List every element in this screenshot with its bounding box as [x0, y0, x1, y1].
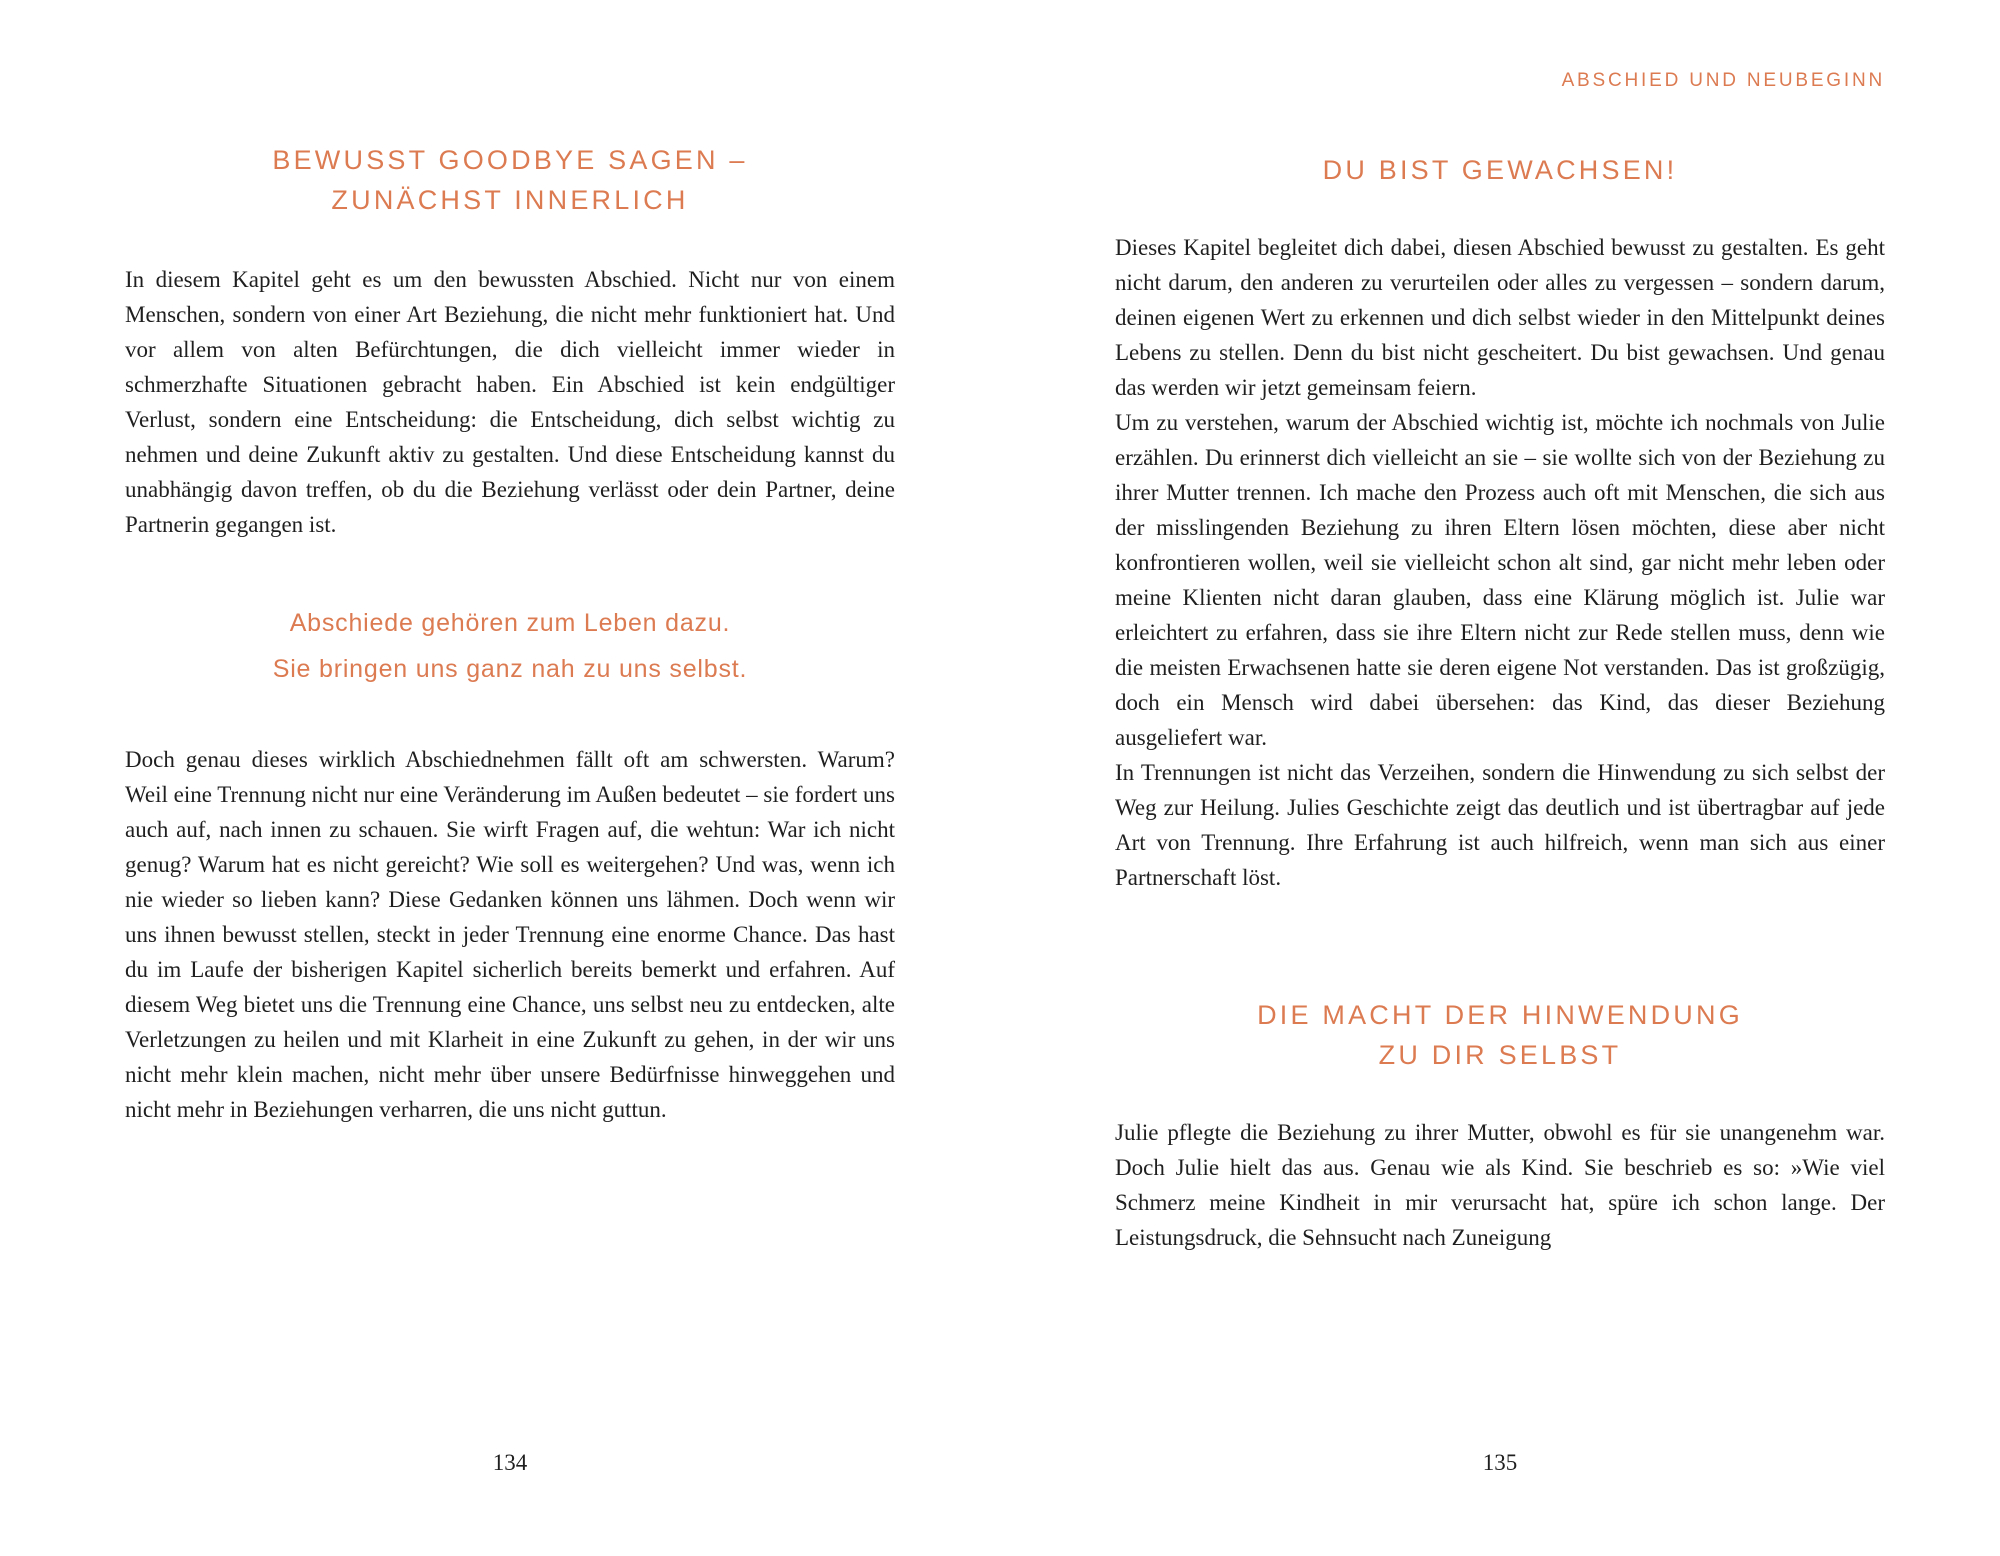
right-subheading: [1115, 995, 1885, 1075]
left-paragraph-1: In diesem Kapitel geht es um den bewussten Abschied. Nicht nur von einem Menschen, sondern von einer Art Beziehung, die nicht mehr funktioniert hat. Und vor allem von alten Befürchtungen, die dich vielleicht immer wieder in schmerzhafte Situationen gebracht haben. Ein Abschied ist kein endgültiger Verlust, sondern eine Entscheidung: die Entscheidung, dich selbst wichtig zu nehmen und deine Zukunft aktiv zu gestalten. Und diese Entscheidung kannst du unabhängig davon treffen, ob du die Beziehung verlässt oder dein Partner, deine Partnerin gegangen ist.: [125, 267, 895, 537]
running-header: ABSCHIED UND NEUBEGINN: [1561, 70, 1885, 91]
right-subheading-line2: ZU DIR SELBST: [1378, 1040, 1622, 1070]
left-page-number: 134: [492, 1450, 528, 1475]
left-chapter-heading-line1: BEWUSST GOODBYE SAGEN –: [272, 145, 748, 175]
left-chapter-heading: [125, 140, 895, 220]
left-paragraph-2: Doch genau dieses wirklich Abschiednehmen fällt oft am schwersten. Warum? Weil eine Trennung nicht nur eine Veränderung im Außen bedeutet – sie fordert uns auch auf, nach innen zu schauen. Sie wirft Fragen auf, die wehtun: War ich nicht genug? Warum hat es nicht gereicht? Wie soll es weitergehen? Und was, wenn ich nie wieder so lieben kann? Diese Gedanken können uns lähmen. Doch wenn wir uns ihnen bewusst stellen, steckt in jeder Trennung eine enorme Chance. Das hast du im Laufe der bisherigen Kapitel sicherlich bereits bemerkt und erfahren. Auf diesem Weg bietet uns die Trennung eine Chance, uns selbst neu zu entdecken, alte Verletzungen zu heilen und mit Klarheit in eine Zukunft zu gehen, in der wir uns nicht mehr klein machen, nicht mehr über unsere Bedürfnisse hinweggehen und nicht mehr in Beziehungen verharren, die uns nicht guttun.: [125, 747, 895, 1122]
right-page-content: [1115, 0, 1885, 1255]
right-paragraph-4: Julie pflegte die Beziehung zu ihrer Mutter, obwohl es für sie unangenehm war. Doch Julie hielt das aus. Genau wie als Kind. Sie beschrieb es so: »Wie viel Schmerz meine Kindheit in mir verursacht hat, spüre ich schon lange. Der Leistungsdruck, die Sehnsucht nach Zuneigung: [1115, 1120, 1885, 1250]
pull-quote: [125, 600, 895, 692]
right-subheading-line1: DIE MACHT DER HINWENDUNG: [1257, 1000, 1743, 1030]
pull-quote-line1: Abschiede gehören zum Leben dazu.: [289, 609, 731, 637]
right-paragraph-1: Dieses Kapitel begleitet dich dabei, diesen Abschied bewusst zu gestalten. Es geht nicht darum, den anderen zu verurteilen oder alles zu vergessen – sondern darum, deinen eigenen Wert zu erkennen und dich selbst wieder in den Mittelpunkt deines Lebens zu stellen. Denn du bist nicht gescheitert. Du bist gewachsen. Und genau das werden wir jetzt gemeinsam feiern.: [1115, 235, 1885, 400]
left-chapter-heading-line2: ZUNÄCHST INNERLICH: [331, 185, 689, 215]
right-paragraph-2: Um zu verstehen, warum der Abschied wichtig ist, möchte ich nochmals von Julie erzählen. Du erinnerst dich vielleicht an sie – sie wollte sich von der Beziehung zu ihrer Mutter trennen. Ich mache den Prozess auch oft mit Menschen, die sich aus der misslingenden Beziehung zu ihren Eltern lösen möchten, diese aber nicht konfrontieren wollen, weil sie vielleicht schon alt sind, gar nicht mehr leben oder meine Klienten nicht daran glauben, dass eine Klärung möglich ist. Julie war erleichtert zu erfahren, dass sie ihre Eltern nicht zur Rede stellen muss, denn wie die meisten Erwachsenen hatte sie deren eigene Not verstanden. Das ist großzügig, doch ein Mensch wird dabei übersehen: das Kind, das dieser Beziehung ausgeliefert war.: [1115, 410, 1885, 750]
right-paragraph-3: In Trennungen ist nicht das Verzeihen, sondern die Hinwendung zu sich selbst der Weg zur Heilung. Julies Geschichte zeigt das deutlich und ist übertragbar auf jede Art von Trennung. Ihre Erfahrung ist auch hilfreich, wenn man sich aus einer Partnerschaft löst.: [1115, 760, 1885, 890]
left-page-content: [125, 0, 895, 1127]
right-page-number: 135: [1482, 1450, 1518, 1475]
right-chapter-heading: DU BIST GEWACHSEN!: [1322, 155, 1678, 185]
page-right: [1000, 0, 2000, 1556]
pull-quote-line2: Sie bringen uns ganz nah zu uns selbst.: [272, 655, 748, 683]
